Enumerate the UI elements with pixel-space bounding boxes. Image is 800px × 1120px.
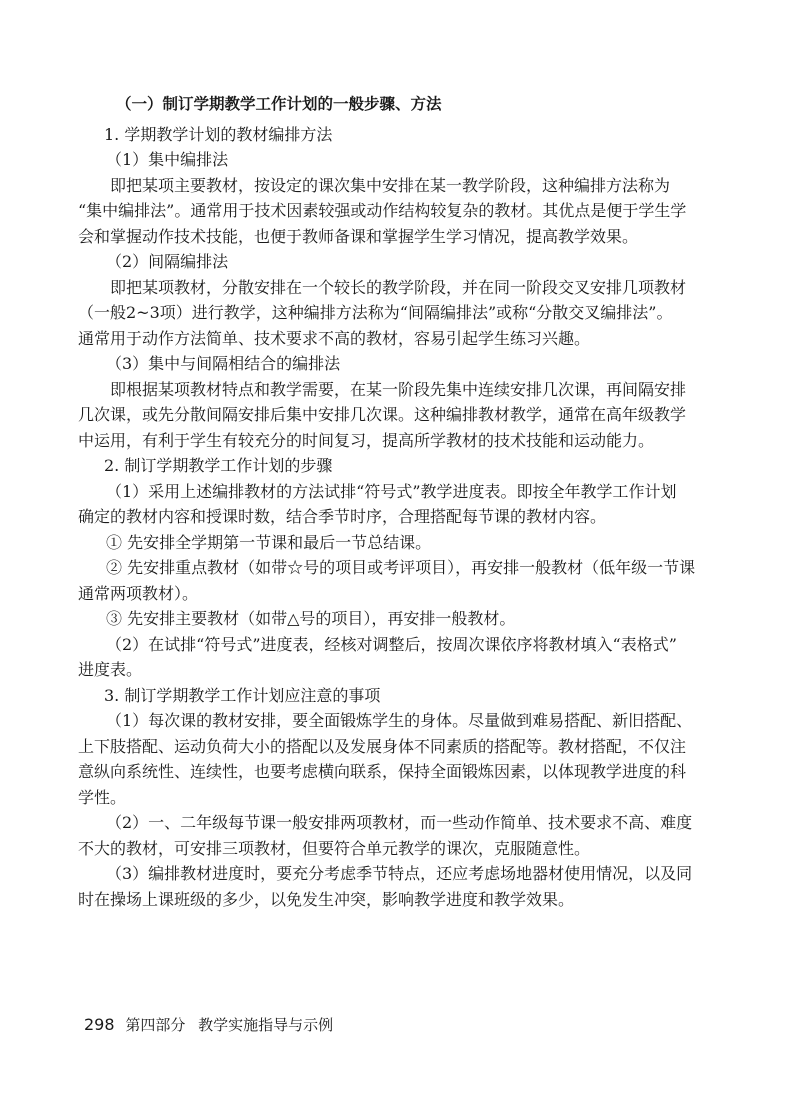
paragraph-line: 即根据某项教材特点和教学需要，在某一阶段先集中连续安排几次课，再间隔安排	[110, 379, 687, 399]
subheading-3: 3. 制订学期教学工作计划应注意的事项	[104, 685, 381, 705]
paragraph-line: 通常两项教材）。	[78, 583, 199, 603]
item-heading: （2）间隔编排法	[106, 252, 229, 271]
paragraph-line: 几次课，或先分散间隔安排后集中安排几次课。这种编排教材教学，通常在高年级教学	[78, 405, 687, 424]
item-heading: （1）集中编排法	[106, 150, 229, 169]
circled-item: ② 先安排重点教材（如带☆号的项目或考评项目），再安排一般教材（低年级一节课	[106, 558, 696, 577]
item-heading: （3）集中与间隔相结合的编排法	[106, 354, 341, 373]
paragraph-line: 时在操场上课班级的多少，以免发生冲突，影响教学进度和教学效果。	[78, 889, 575, 909]
paragraph-line: 意纵向系统性、连续性，也要考虑横向联系，保持全面锻炼因素，以体现教学进度的科	[78, 762, 687, 781]
circled-item: ① 先安排全学期第一节课和最后一节总结课。	[106, 532, 432, 552]
paragraph-line: 不大的教材，可安排三项教材，但要符合单元教学的课次，克服随意性。	[78, 838, 591, 858]
page-number: 298	[84, 1015, 115, 1034]
paragraph-line: （3）编排教材进度时，要充分考虑季节特点，还应考虑场地器材使用情况，以及同	[106, 864, 693, 883]
section-title: （一）制订学期教学工作计划的一般步骤、方法	[116, 95, 442, 113]
subheading-1: 1. 学期教学计划的教材编排方法	[104, 124, 333, 144]
paragraph-line: 进度表。	[78, 660, 143, 679]
paragraph-line: 中运用，有利于学生有较充分的时间复习，提高所学教材的技术技能和运动能力。	[78, 430, 655, 450]
paragraph-line: （1）每次课的教材安排，要全面锻炼学生的身体。尽量做到难易搭配、新旧搭配、	[106, 711, 693, 730]
paragraph-line: 学性。	[78, 787, 127, 807]
paragraph-line: （1）采用上述编排教材的方法试排“符号式”教学进度表。即按全年教学工作计划	[106, 481, 677, 501]
paragraph-line: 通常用于动作方法简单、技术要求不高的教材，容易引起学生练习兴趣。	[78, 328, 591, 348]
content-area	[78, 92, 698, 912]
paragraph-line: “集中编排法”。通常用于技术因素较强或动作结构较复杂的教材。其优点是便于学生学	[78, 201, 687, 220]
page-footer	[84, 1014, 333, 1035]
paragraph-line: （一般2~3项）进行教学，这种编排方法称为“间隔编排法”或称“分散交叉编排法”。	[78, 303, 673, 322]
paragraph-line: 会和掌握动作技术技能，也便于教师备课和掌握学生学习情况，提高教学效果。	[78, 226, 639, 246]
paragraph-line: 上下肢搭配、运动负荷大小的搭配以及发展身体不同素质的搭配等。教材搭配，不仅注	[78, 736, 687, 756]
paragraph-line: 即把某项教材，分散安排在一个较长的教学阶段，并在同一阶段交叉安排几项教材	[110, 277, 687, 297]
paragraph-line: （2）在试排“符号式”进度表，经核对调整后，按周次课依序将教材填入“表格式”	[106, 634, 677, 654]
footer-title: 教学实施指导与示例	[198, 1016, 334, 1034]
subheading-2: 2. 制订学期教学工作计划的步骤	[104, 456, 333, 475]
paragraph-line: 即把某项主要教材，按设定的课次集中安排在某一教学阶段，这种编排方法称为	[110, 175, 671, 195]
circled-item: ③ 先安排主要教材（如带△号的项目），再安排一般教材。	[106, 609, 516, 628]
paragraph-line: （2）一、二年级每节课一般安排两项教材，而一些动作简单、技术要求不高、难度	[106, 813, 693, 832]
footer-part: 第四部分	[125, 1016, 186, 1034]
paragraph-line: 确定的教材内容和授课时数，结合季节时序，合理搭配每节课的教材内容。	[78, 507, 607, 526]
